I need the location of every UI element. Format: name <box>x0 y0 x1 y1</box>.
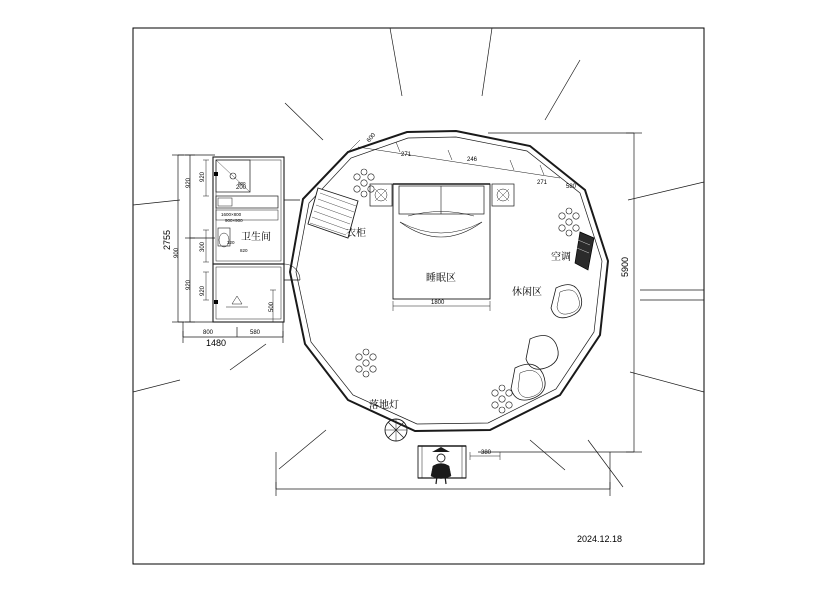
dim-900: 900 <box>174 247 180 258</box>
page-frame <box>133 28 704 564</box>
dim-top-600: 600 <box>366 132 378 144</box>
dim-920-b: 920 <box>186 279 192 290</box>
drawing-date: 2024.12.18 <box>577 534 623 544</box>
floor-lamp-symbol <box>385 419 407 441</box>
note-wc: 820 <box>240 248 248 253</box>
note-shower: 900 <box>238 181 246 186</box>
nightstands <box>370 184 514 206</box>
dim-800: 800 <box>203 330 214 336</box>
bed <box>393 184 490 311</box>
construction-rays <box>133 28 704 487</box>
dim-inner-300: 300 <box>200 241 206 252</box>
dim-580: 580 <box>250 330 261 336</box>
label-wardrobe: 衣柜 <box>346 228 366 239</box>
label-leisure-area: 休闲区 <box>512 287 542 298</box>
dim-door-width: 380 <box>481 450 492 456</box>
dim-overall-left: 2755 <box>162 229 172 250</box>
plant-bottom-left <box>356 349 376 377</box>
dim-top-271b: 271 <box>537 180 548 186</box>
dim-inner-920b: 920 <box>200 285 206 296</box>
dim-inner-200: 200 <box>236 185 247 191</box>
dim-top-580: 580 <box>566 184 577 190</box>
plant-bottom-right <box>492 385 512 413</box>
air-conditioner-unit <box>575 232 594 270</box>
plant-top-left <box>354 169 374 197</box>
label-air-conditioner: 空调 <box>551 252 571 263</box>
note-bathroom-fixture: 1600×800 <box>221 212 242 217</box>
lounge-chairs <box>511 285 582 401</box>
dim-bathroom-width: 1480 <box>206 338 227 348</box>
plant-right <box>559 208 579 236</box>
label-bathroom: 卫生间 <box>241 232 271 243</box>
dim-top-246: 246 <box>467 157 478 163</box>
dim-inner-500: 500 <box>269 301 275 312</box>
label-floor-lamp: 落地灯 <box>369 400 399 411</box>
dim-top-271a: 271 <box>401 152 412 158</box>
label-sleeping-area: 睡眠区 <box>426 273 456 284</box>
dim-bed-width: 1800 <box>431 300 445 306</box>
note-sink: 320 <box>227 240 235 245</box>
dim-overall-right: 5900 <box>620 256 630 277</box>
note-bathroom-fixture-2: 900×900 <box>225 218 243 223</box>
dim-inner-920: 920 <box>200 171 206 182</box>
dim-920-a: 920 <box>186 177 192 188</box>
